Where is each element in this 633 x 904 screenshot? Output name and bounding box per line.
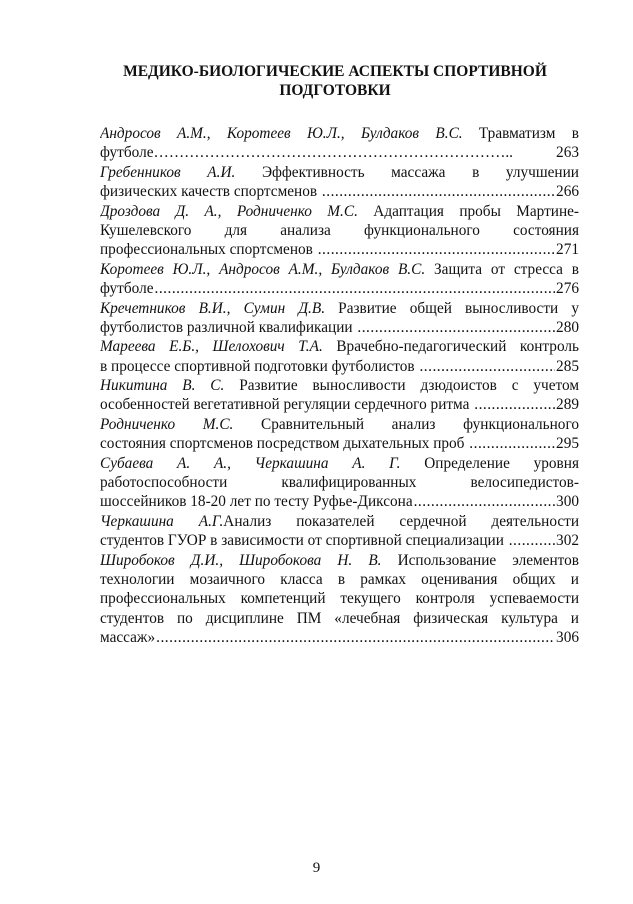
section-title-line-2: ПОДГОТОВКИ bbox=[279, 82, 391, 99]
toc-entry-title-end: физических качеств спортсменов bbox=[100, 183, 321, 201]
toc-entry bbox=[100, 163, 579, 202]
toc-entry-dot-leader bbox=[156, 628, 555, 647]
toc-entry-first-line bbox=[100, 415, 579, 434]
toc-entry bbox=[100, 376, 579, 415]
toc-entry-dot-leader bbox=[474, 395, 555, 414]
toc-entry-authors: Коротеев Ю.Л., Андросов А.М., Булдаков В.С. bbox=[100, 260, 426, 278]
toc-entry-title-line: профессиональных компетенций текущего контроля успеваемости bbox=[100, 590, 579, 608]
toc-entry-page-number: 276 bbox=[556, 280, 579, 298]
toc-entry-authors: Черкашина А.Г. bbox=[100, 512, 224, 530]
toc-entry-title-end: шоссейников 18-20 лет по тесту Руфье-Диксона bbox=[100, 493, 413, 511]
toc-entry-title-line: работоспособности квалифицированных велосипедистов- bbox=[100, 474, 579, 492]
toc-entry bbox=[100, 337, 579, 376]
toc-entry-first-line bbox=[100, 337, 579, 356]
toc-entry-authors: Широбоков Д.И., Широбокова Н. В. bbox=[100, 551, 382, 569]
toc-entry-authors: Кречетников В.И., Сумин Д.В. bbox=[100, 299, 326, 317]
toc-entry-title-end: футболе bbox=[100, 280, 154, 298]
toc-entry-last-line bbox=[100, 318, 579, 337]
toc-entry-leader: …………………………………………………………….. bbox=[153, 144, 514, 162]
toc-entry-title-line: студентов по дисциплине ПМ «лечебная физическая культура и bbox=[100, 609, 579, 627]
toc-entry-first-line bbox=[100, 299, 579, 318]
toc-entry-first-line bbox=[100, 551, 579, 570]
toc-entry-page-number: 271 bbox=[556, 241, 579, 259]
toc-entry-authors: Мареева Е.Б., Шелохович Т.А. bbox=[100, 338, 323, 356]
toc-entry-last-line bbox=[100, 628, 579, 647]
table-of-contents bbox=[100, 124, 579, 648]
toc-entry-title-end: массаж» bbox=[100, 629, 156, 647]
section-title-line-1: МЕДИКО-БИОЛОГИЧЕСКИЕ АСПЕКТЫ СПОРТИВНОЙ bbox=[123, 63, 547, 80]
toc-entry-title-line: технологии мозаичного класса в рамках оценивания общих и bbox=[100, 570, 579, 588]
toc-entry-dot-leader bbox=[469, 434, 555, 453]
toc-entry-dot-leader bbox=[357, 318, 555, 337]
toc-entry-authors: Гребенников А.И. bbox=[100, 163, 236, 181]
toc-entry-first-line bbox=[100, 260, 579, 279]
toc-entry-last-line bbox=[100, 279, 579, 298]
toc-entry-title-end: профессиональных спортсменов bbox=[100, 241, 317, 259]
toc-entry-first-line bbox=[100, 512, 579, 531]
toc-entry-page-number: 280 bbox=[556, 318, 579, 336]
toc-entry-title-end: футболистов различной квалификации bbox=[100, 318, 357, 336]
toc-entry-title: Использование элементов bbox=[381, 551, 579, 569]
toc-entry-title: Врачебно-педагогический контроль bbox=[322, 338, 579, 356]
toc-entry-title-line: Кушелевского для анализа функционального состояния bbox=[100, 221, 579, 239]
toc-entry-title: Эффективность массажа в улучшении bbox=[235, 163, 579, 181]
toc-entry-first-line bbox=[100, 454, 579, 473]
section-title bbox=[60, 62, 610, 100]
toc-entry-title: Сравнительный анализ функционального bbox=[233, 415, 579, 433]
toc-entry-last-line bbox=[100, 492, 579, 511]
toc-entry-authors: Дроздова Д. А., Родниченко М.С. bbox=[100, 202, 358, 220]
toc-entry-page-number: 263 bbox=[556, 144, 579, 162]
toc-entry-title: Защита от стресса в bbox=[425, 260, 579, 278]
toc-entry bbox=[100, 454, 579, 512]
toc-entry-last-line bbox=[100, 240, 579, 259]
toc-entry-title: Определение уровня bbox=[400, 454, 579, 472]
toc-entry bbox=[100, 202, 579, 260]
toc-entry-page-number: 285 bbox=[556, 357, 579, 375]
toc-entry-first-line bbox=[100, 202, 579, 221]
toc-entry-authors: Родниченко М.С. bbox=[100, 415, 234, 433]
toc-entry-dot-leader bbox=[419, 357, 555, 376]
toc-entry-first-line bbox=[100, 124, 579, 143]
toc-entry-dot-leader bbox=[155, 279, 556, 298]
toc-entry bbox=[100, 299, 579, 338]
toc-entry-dot-leader bbox=[322, 182, 555, 201]
toc-entry bbox=[100, 260, 579, 299]
toc-entry bbox=[100, 124, 579, 163]
toc-entry-last-line bbox=[100, 434, 579, 453]
toc-entry-title-end: состояния спортсменов посредством дыхательных проб bbox=[100, 435, 469, 453]
toc-entry-title-end: особенностей вегетативной регуляции сердечного ритма bbox=[100, 396, 474, 414]
toc-entry-title: Анализ показателей сердечной деятельности bbox=[223, 512, 579, 530]
toc-entry-authors: Андросов А.М., Коротеев Ю.Л., Булдаков В.С. bbox=[100, 125, 463, 142]
toc-entry-dot-leader bbox=[318, 240, 555, 259]
toc-entry-page-number: 302 bbox=[556, 532, 579, 550]
page-number: 9 bbox=[312, 860, 321, 876]
toc-entry-page-number: 306 bbox=[556, 629, 579, 647]
toc-entry-last-line bbox=[100, 357, 579, 376]
toc-entry-authors: Никитина В. С. bbox=[100, 377, 225, 395]
toc-entry-title: Развитие выносливости дзюдоистов с учетом bbox=[224, 377, 579, 395]
toc-entry-page-number: 266 bbox=[556, 183, 579, 201]
toc-entry-dot-leader bbox=[509, 531, 555, 550]
toc-entry-last-line bbox=[100, 531, 579, 550]
toc-entry bbox=[100, 415, 579, 454]
toc-entry-dot-leader bbox=[414, 492, 555, 511]
toc-entry-page-number: 295 bbox=[556, 435, 579, 453]
toc-entry-title-end: в процессе спортивной подготовки футболистов bbox=[100, 357, 419, 375]
toc-entry-page-number: 300 bbox=[556, 493, 579, 511]
toc-entry-title-end: студентов ГУОР в зависимости от спортивной специализации bbox=[100, 532, 508, 550]
toc-entry-title-end: футболе bbox=[100, 144, 154, 162]
toc-entry-title: Травматизм в bbox=[462, 125, 579, 142]
toc-entry-title: Развитие общей выносливости у bbox=[325, 299, 579, 317]
toc-entry bbox=[100, 512, 579, 551]
toc-entry-authors: Субаева А. А., Черкашина А. Г. bbox=[100, 454, 401, 472]
toc-entry bbox=[100, 551, 579, 648]
toc-entry-last-line bbox=[100, 182, 579, 201]
toc-entry-last-line bbox=[100, 143, 579, 162]
toc-entry-title: Адаптация пробы Мартине- bbox=[357, 202, 579, 220]
toc-entry-last-line bbox=[100, 395, 579, 414]
toc-entry-first-line bbox=[100, 376, 579, 395]
toc-entry-page-number: 289 bbox=[556, 396, 579, 414]
toc-entry-first-line bbox=[100, 163, 579, 182]
